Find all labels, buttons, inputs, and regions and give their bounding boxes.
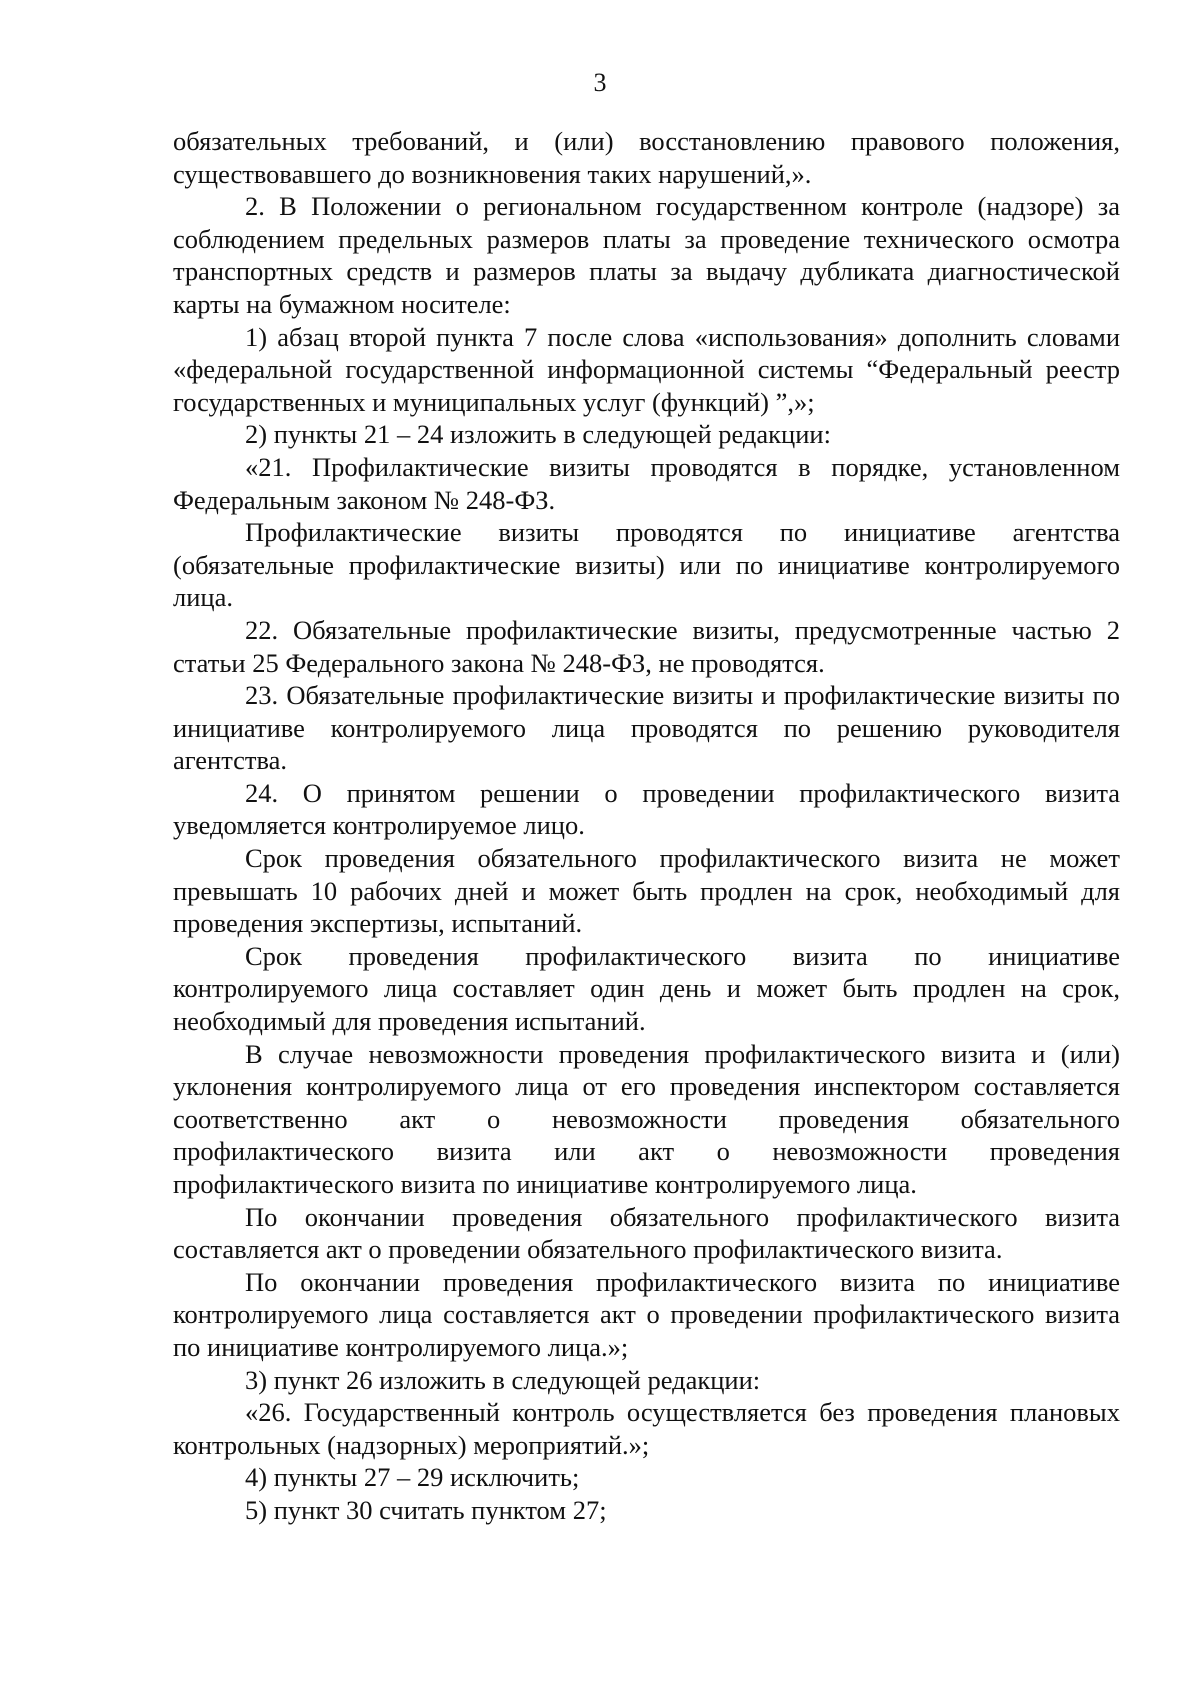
paragraph-point-23: 23. Обязательные профилактические визиты и профилактические визиты по инициативе контролируемого лица проводятся по решению руководителя агентства. [173, 680, 1120, 776]
paragraph-continuation: обязательных требований, и (или) восстановлению правового положения, существовавшего до возникновения таких нарушений,». [173, 126, 1120, 189]
paragraph-point-21: «21. Профилактические визиты проводятся в порядке, установленном Федеральным законом № 248-ФЗ. [173, 451, 1120, 515]
paragraph-point-24-term-initiative: Срок проведения профилактического визита по инициативе контролируемого лица составляет один день и может быть продлен на срок, необходимый для проведения испытаний. [173, 940, 1120, 1037]
paragraph-subitem-1: 1) абзац второй пункта 7 после слова «использования» дополнить словами «федеральной государственной информационной системы “Федеральный реестр государственных и муниципальных услуг (функций) ”,»; [173, 321, 1120, 417]
paragraph-item-2: 2. В Положении о региональном государственном контроле (надзоре) за соблюдением предельных размеров платы за проведение технического осмотра транспортных средств и размеров платы за выдачу дубликата диагностической карты на бумажном носителе: [173, 191, 1120, 319]
paragraph-point-24-impossibility: В случае невозможности проведения профилактического визита и (или) уклонения контролируемого лица от его проведения инспектором составляется соответственно акт о невозможности проведения обязательного профилактического визита или акт о невозможности проведения профилактического визита по инициативе контролируемого лица. [173, 1038, 1120, 1199]
document-body [173, 125, 1120, 1527]
page-number: 3 [593, 68, 607, 97]
paragraph-point-21-part-2: Профилактические визиты проводятся по инициативе агентства (обязательные профилактические визиты) или по инициативе контролируемого лица. [173, 517, 1120, 613]
paragraph-subitem-2: 2) пункты 21 – 24 изложить в следующей редакции: [245, 419, 831, 450]
paragraph-subitem-3: 3) пункт 26 изложить в следующей редакции: [245, 1364, 761, 1395]
paragraph-subitem-4: 4) пункты 27 – 29 исключить; [245, 1462, 580, 1493]
paragraph-point-24-act-mandatory: По окончании проведения обязательного профилактического визита составляется акт о проведении обязательного профилактического визита. [173, 1201, 1120, 1265]
paragraph-point-24-term-mandatory: Срок проведения обязательного профилактического визита не может превышать 10 рабочих дней и может быть продлен на срок, необходимый для проведения экспертизы, испытаний. [173, 843, 1120, 939]
paragraph-point-26: «26. Государственный контроль осуществляется без проведения плановых контрольных (надзорных) мероприятий.»; [173, 1397, 1120, 1460]
paragraph-point-24-act-initiative: По окончании проведения профилактического визита по инициативе контролируемого лица составляется акт о проведении профилактического визита по инициативе контролируемого лица.»; [173, 1266, 1120, 1362]
paragraph-point-24: 24. О принятом решении о проведении профилактического визита уведомляется контролируемое лицо. [173, 777, 1120, 841]
paragraph-point-22: 22. Обязательные профилактические визиты, предусмотренные частью 2 статьи 25 Федерального закона № 248-ФЗ, не проводятся. [173, 614, 1120, 678]
paragraph-subitem-5: 5) пункт 30 считать пунктом 27; [245, 1494, 607, 1525]
